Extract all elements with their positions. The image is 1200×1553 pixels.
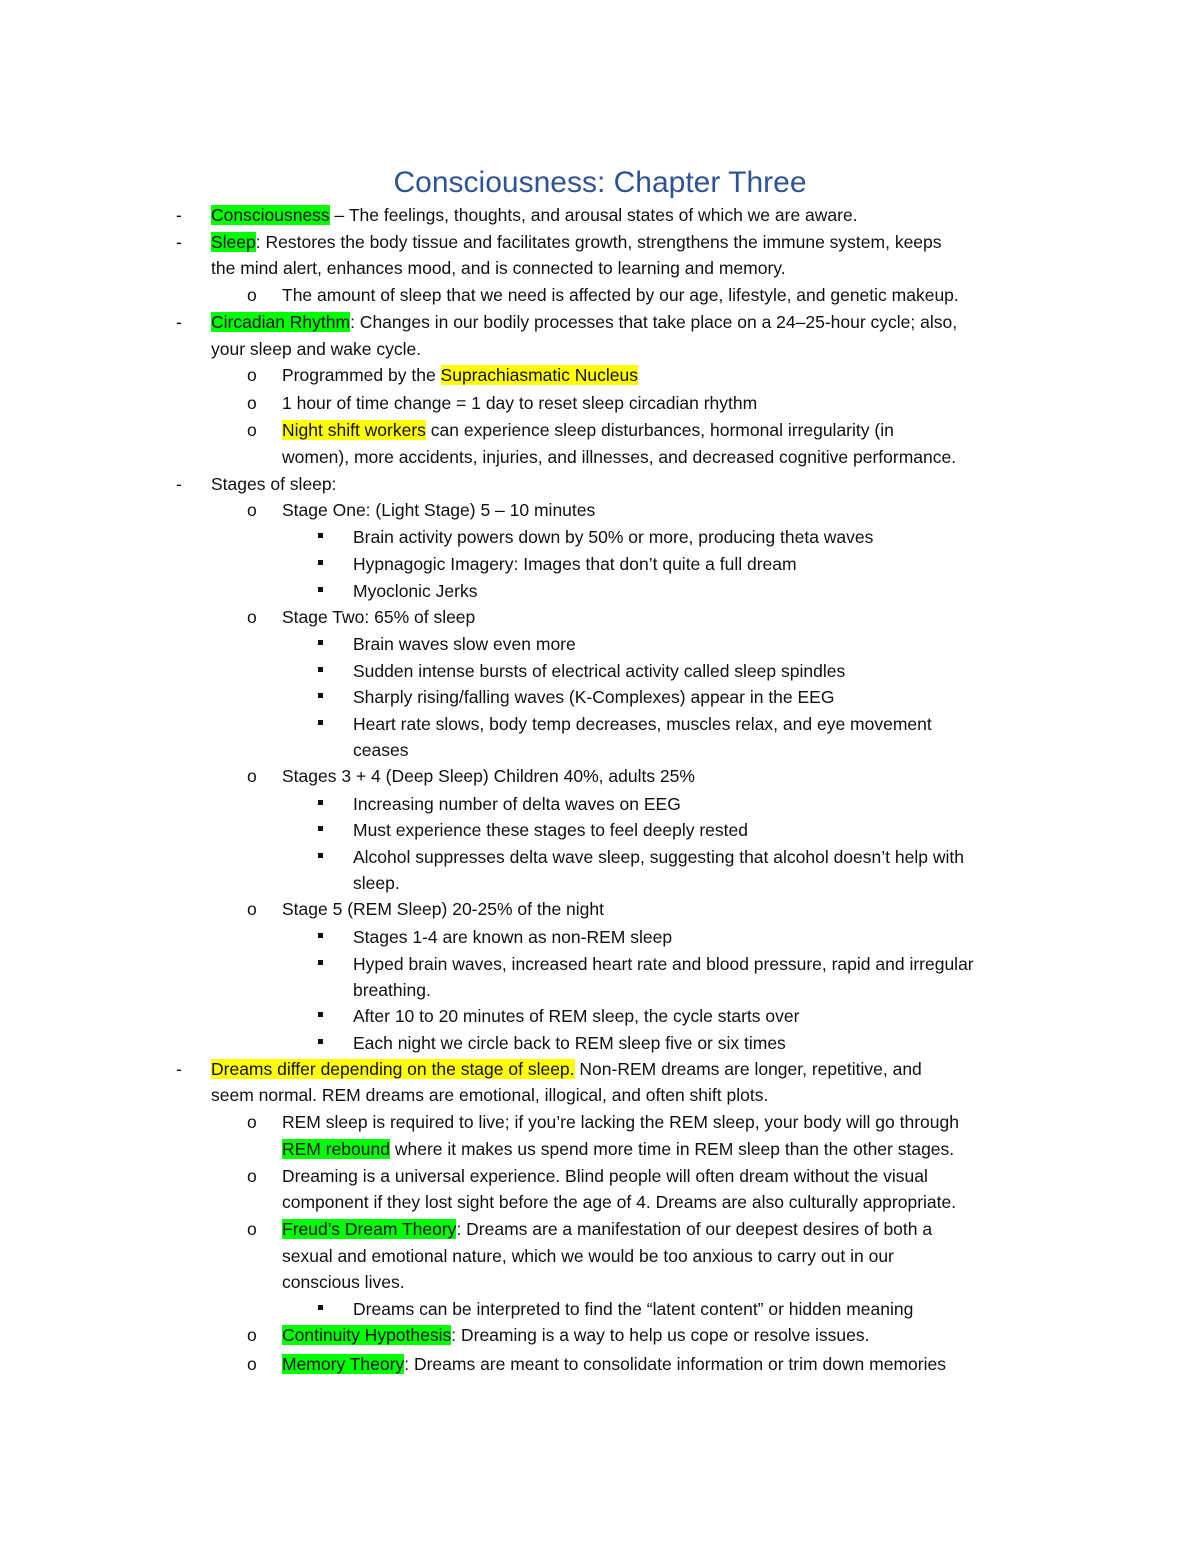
universal-line-2: component if they lost sight before the age of 4. Dreams are also culturally appropriate. (282, 1192, 957, 1212)
stage-three-point: Increasing number of delta waves on EEG (353, 794, 681, 814)
dash-bullet: - (176, 312, 182, 332)
stage-two-point: Brain waves slow even more (353, 634, 576, 654)
square-bullet (318, 826, 323, 831)
stage-three-point: Must experience these stages to feel deeply rested (353, 820, 748, 840)
freud-item (282, 1216, 932, 1242)
circle-bullet: o (247, 500, 257, 520)
circle-bullet: o (247, 1166, 257, 1186)
square-bullet (318, 533, 323, 538)
rem-rebound-rest: where it makes us spend more time in REM sleep than the other stages. (389, 1139, 955, 1159)
dreams-item (211, 1056, 922, 1082)
circle-bullet: o (247, 899, 257, 919)
stage-three-point-continued: sleep. (353, 873, 400, 893)
circle-bullet: o (247, 393, 257, 413)
rem-rebound-term: REM rebound (282, 1139, 390, 1159)
square-bullet (318, 933, 323, 938)
circle-bullet: o (247, 365, 257, 385)
square-bullet (318, 693, 323, 698)
freud-term: Freud’s Dream Theory (282, 1219, 457, 1239)
square-bullet (318, 960, 323, 965)
square-bullet (318, 800, 323, 805)
stages-heading: Stages of sleep: (211, 474, 337, 494)
circle-bullet: o (247, 1354, 257, 1374)
stage-five-label: Stage 5 (REM Sleep) 20-25% of the night (282, 899, 604, 919)
square-bullet (318, 560, 323, 565)
circadian-subitem-time-change: 1 hour of time change = 1 day to reset sleep circadian rhythm (282, 393, 758, 413)
circadian-subitem-scn (282, 362, 638, 388)
universal-line-1: Dreaming is a universal experience. Blind people will often dream without the visual (282, 1166, 928, 1186)
rem-required-line-1: REM sleep is required to live; if you’re lacking the REM sleep, your body will go through (282, 1112, 959, 1132)
memory-rest: : Dreams are meant to consolidate information or trim down memories (404, 1354, 946, 1374)
dreams-line-1: Non-REM dreams are longer, repetitive, and (574, 1059, 922, 1079)
square-bullet (318, 720, 323, 725)
continuity-item (282, 1322, 870, 1348)
night-shift-line-1: can experience sleep disturbances, hormonal irregularity (in (425, 420, 894, 440)
sleep-subitem: The amount of sleep that we need is affected by our age, lifestyle, and genetic makeup. (282, 285, 959, 305)
circle-bullet: o (247, 420, 257, 440)
memory-item (282, 1351, 946, 1377)
square-bullet (318, 853, 323, 858)
night-shift-line-2: women), more accidents, injuries, and illnesses, and decreased cognitive performance. (282, 447, 957, 467)
square-bullet (318, 1305, 323, 1310)
square-bullet (318, 1012, 323, 1017)
circadian-term: Circadian Rhythm (211, 312, 351, 332)
circadian-definition-line-1: : Changes in our bodily processes that take place on a 24–25-hour cycle; also, (350, 312, 958, 332)
square-bullet (318, 667, 323, 672)
circadian-subitem-night-shift (282, 417, 894, 443)
sleep-item (211, 229, 942, 255)
stage-two-point: Heart rate slows, body temp decreases, muscles relax, and eye movement (353, 714, 932, 734)
freud-line-1: : Dreams are a manifestation of our deepest desires of both a (456, 1219, 933, 1239)
stage-five-point: Each night we circle back to REM sleep five or six times (353, 1033, 786, 1053)
stage-five-point: Stages 1-4 are known as non-REM sleep (353, 927, 673, 947)
circle-bullet: o (247, 1112, 257, 1132)
scn-prefix: Programmed by the (282, 365, 441, 385)
freud-line-2: sexual and emotional nature, which we would be too anxious to carry out in our (282, 1246, 894, 1266)
freud-point: Dreams can be interpreted to find the “latent content” or hidden meaning (353, 1299, 914, 1319)
consciousness-definition: – The feelings, thoughts, and arousal states of which we are aware. (329, 205, 858, 225)
dreams-term: Dreams differ depending on the stage of sleep. (211, 1059, 575, 1079)
stage-two-label: Stage Two: 65% of sleep (282, 607, 476, 627)
stage-three-label: Stages 3 + 4 (Deep Sleep) Children 40%, adults 25% (282, 766, 695, 786)
scn-term: Suprachiasmatic Nucleus (440, 365, 638, 385)
stage-five-point: After 10 to 20 minutes of REM sleep, the cycle starts over (353, 1006, 800, 1026)
stage-five-point: Hyped brain waves, increased heart rate and blood pressure, rapid and irregular (353, 954, 974, 974)
circle-bullet: o (247, 1325, 257, 1345)
stage-five-point-continued: breathing. (353, 980, 431, 1000)
circle-bullet: o (247, 607, 257, 627)
circle-bullet: o (247, 766, 257, 786)
stage-one-label: Stage One: (Light Stage) 5 – 10 minutes (282, 500, 596, 520)
dreams-line-2: seem normal. REM dreams are emotional, illogical, and often shift plots. (211, 1085, 769, 1105)
circadian-item (211, 309, 957, 335)
stage-one-point: Hypnagogic Imagery: Images that don’t quite a full dream (353, 554, 797, 574)
circle-bullet: o (247, 285, 257, 305)
sleep-term: Sleep (211, 232, 256, 252)
stage-two-point: Sharply rising/falling waves (K-Complexes) appear in the EEG (353, 687, 835, 707)
rem-required-line-2 (282, 1136, 954, 1162)
sleep-definition-line-2: the mind alert, enhances mood, and is connected to learning and memory. (211, 258, 786, 278)
memory-term: Memory Theory (282, 1354, 405, 1374)
square-bullet (318, 1039, 323, 1044)
dash-bullet: - (176, 474, 182, 494)
dash-bullet: - (176, 205, 182, 225)
continuity-term: Continuity Hypothesis (282, 1325, 452, 1345)
sleep-definition-line-1: : Restores the body tissue and facilitates growth, strengthens the immune system, keeps (255, 232, 942, 252)
consciousness-item (211, 202, 858, 228)
page-title: Consciousness: Chapter Three (393, 166, 807, 199)
square-bullet (318, 587, 323, 592)
freud-line-3: conscious lives. (282, 1272, 405, 1292)
stage-one-point: Brain activity powers down by 50% or more, producing theta waves (353, 527, 874, 547)
circadian-definition-line-2: your sleep and wake cycle. (211, 339, 422, 359)
stage-two-point: Sudden intense bursts of electrical activity called sleep spindles (353, 661, 846, 681)
consciousness-term: Consciousness (211, 205, 330, 225)
continuity-rest: : Dreaming is a way to help us cope or resolve issues. (451, 1325, 870, 1345)
square-bullet (318, 640, 323, 645)
stage-one-point: Myoclonic Jerks (353, 581, 478, 601)
stage-two-point-continued: ceases (353, 740, 409, 760)
circle-bullet: o (247, 1219, 257, 1239)
dash-bullet: - (176, 232, 182, 252)
stage-three-point: Alcohol suppresses delta wave sleep, suggesting that alcohol doesn’t help with (353, 847, 964, 867)
dash-bullet: - (176, 1059, 182, 1079)
night-shift-term: Night shift workers (282, 420, 426, 440)
